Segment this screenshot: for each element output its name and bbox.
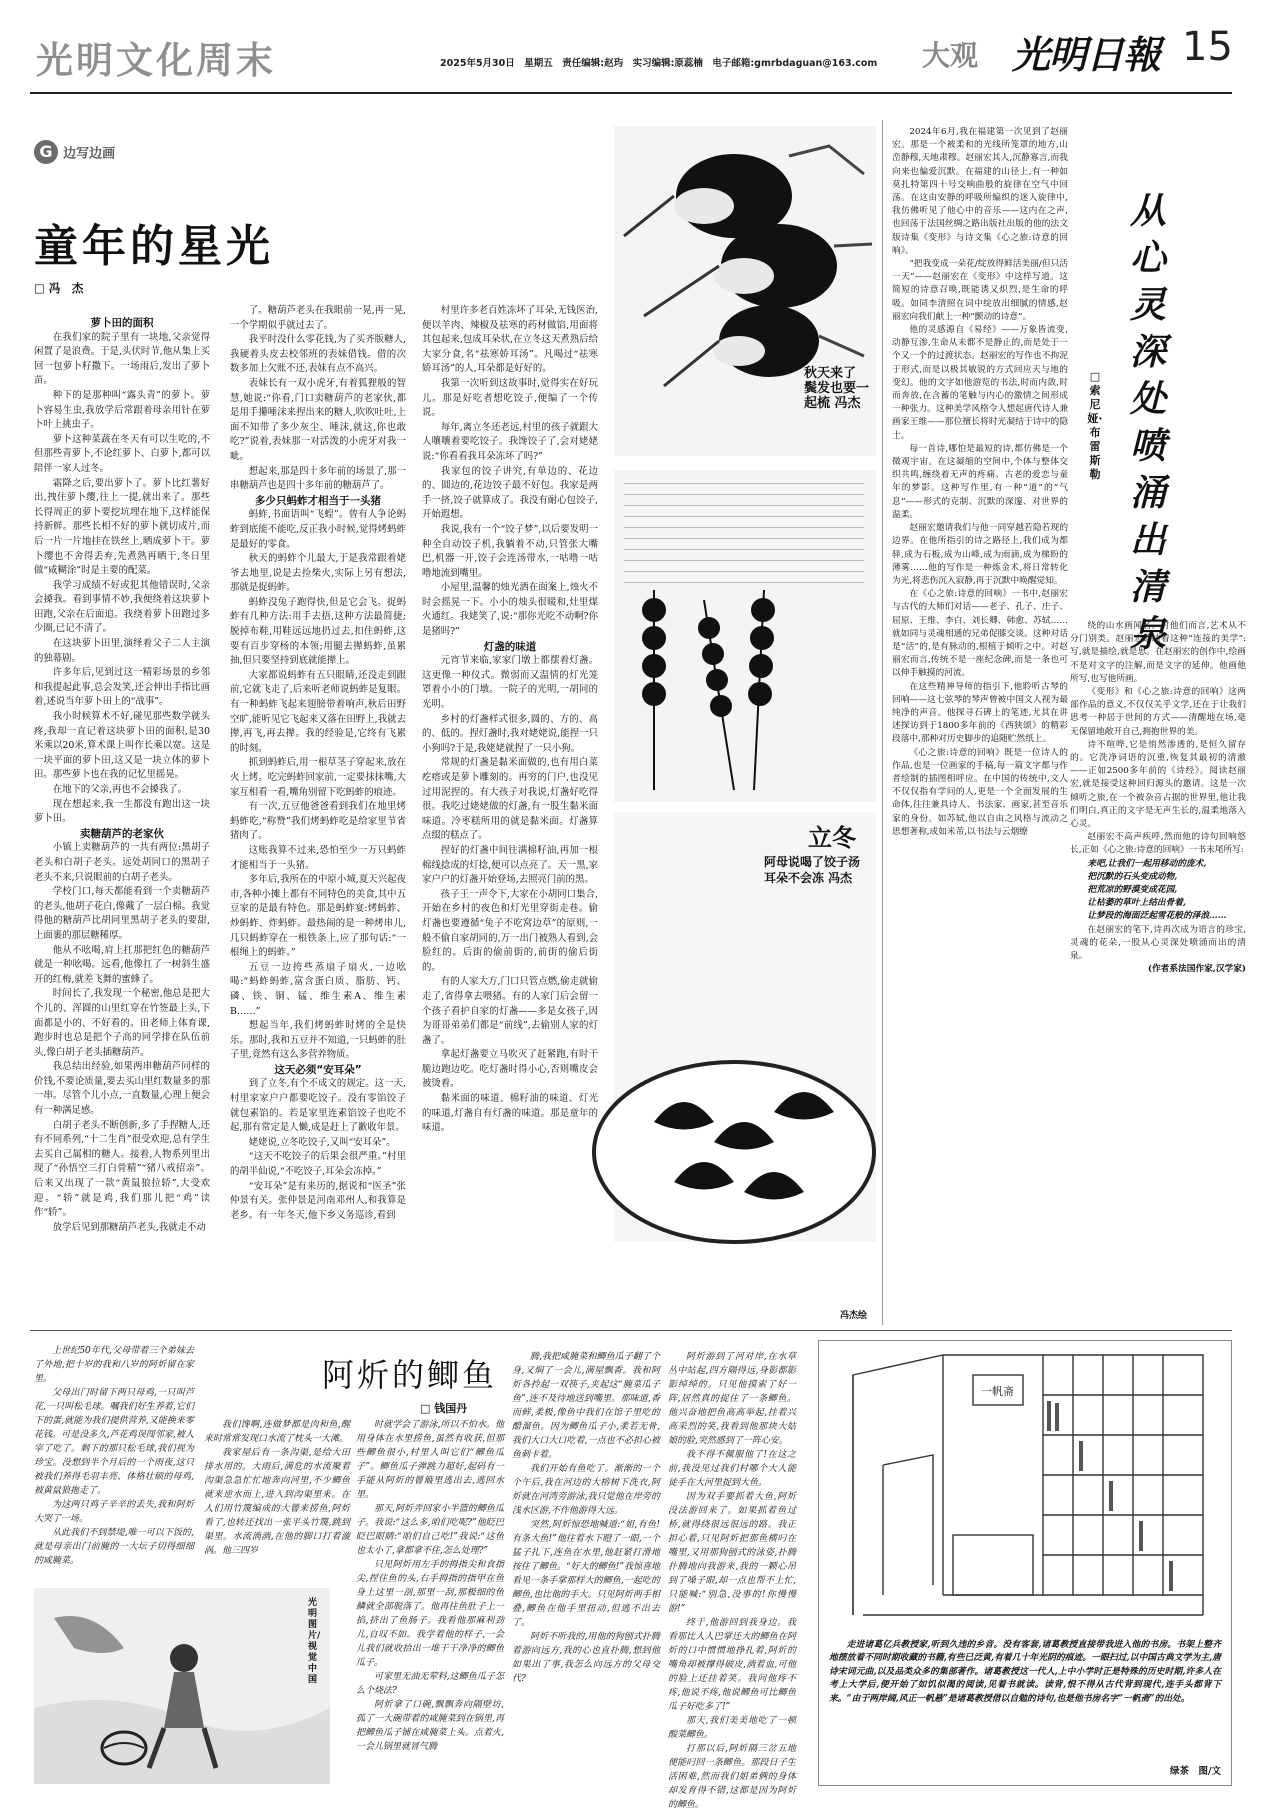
paragraph: 赵丽宏邀请我们与他一同穿越若隐若现的边界。在他所指引的诗之路径上,我们成为都驿,成为石板,成为山峰,成为雨滴,成为梯盼的薄雾……他的写作是一种炼金术,将日常转化为光,将悲伤沉入寂静,再于沉默中唤醒觉知。	[892, 523, 1068, 586]
paragraph: 多年后,我所在的中原小城,夏天兴起夜市,各种小摊上都有不同特色的美食,其中五豆家的是最有特色。那是蚂蚱宴:烤蚂蚱、炒蚂蚱、炸蚂蚱。最热闹的是一种烤串儿,几只蚂蚱穿在一根铁条上,应了那句话:“一根绳上的蚂蚱。”	[230, 874, 406, 959]
paragraph: 抓到蚂蚱后,用一根草茎子穿起来,放在火上烤。吃完蚂蚱回家前,一定要抹抹嘴,大家互相看一看,嘴角别留下吃蚂蚱的痕迹。	[230, 757, 406, 798]
study-sign-text: 一帆斋	[981, 1385, 1014, 1398]
dumpling-plate-drawing	[614, 1042, 876, 1242]
study-room-sketch	[823, 1345, 1227, 1635]
paragraph: 了。糖葫芦老头在我眼前一晃,再一晃,一个学期似乎就过去了。	[230, 305, 406, 331]
paragraph: 我家包的饺子讲究,有单边的、花边的、圆边的,花边饺子最不好包。我家是两手一挤,饺子就算成了。我没有耐心包饺子,开始遐想。	[422, 465, 598, 521]
masthead	[0, 0, 1262, 92]
paragraph: 我总结出经验,如果两串糖葫芦同样的价钱,不要论质量,要去买山里红数量多的那一串。尽管个儿小点,一直数量,心理上便会有一种满足感。	[34, 1061, 210, 1117]
paragraph: 我小时候算术不好,碰见那些数学就头疼,我却一直记着这块萝卜田的面积,是30米乘以20米,算术课上叫作长乘以宽。这是一块平面的萝卜田,这又是一块立体的萝卜田。那些萝卜也在我的记忆里摇晃。	[34, 711, 210, 781]
paragraph: 在地下的父亲,再也不会搡我了。	[52, 784, 188, 795]
painting-dumplings	[614, 812, 876, 1242]
paragraph: 那天,阿炘弄回家小半篮的鲫鱼瓜子。我说:“这么多,咱们吃呢?”他眨巴眨巴眼睛:“咱们自己吃!”我说:“这鱼也太小了,拿都拿不住,怎么处理?”	[356, 1504, 504, 1556]
paragraph: 大家都说蚂蚱有五只眼睛,还没走到跟前,它就飞走了,后来听老师说蚂蚱是复眼。有一种蚂蚱飞起来翅膀带着响声,秋后田野空旷,能听见它飞起来又落在田野上,我就去撵,再飞,再去撵。我的经验是,它终有飞累的时刻。	[230, 669, 406, 754]
paragraph: “安耳朵”是有来历的,据说和“医圣”张仲景有关。张仲景是河南邓州人,和我算是老乡。有一年冬天,他下乡义务巡诊,看到	[230, 1180, 406, 1221]
paragraph: 在我们家的院子里有一块地,父亲觉得闲置了是浪费。于是,头伏时节,他从集上买回一包萝卜籽撒下。一场雨后,发出了萝卜苗。	[34, 331, 210, 387]
paragraph: 霜降之后,要出萝卜了。萝卜比红薯好出,拽住萝卜缨,往上一提,就出来了。那些长得周正的萝卜要挖坑埋在地下,这样能保持新鲜。那些长相不好的萝卜就切成片,而后一片一片地挂在铁丝上,晒成萝卜干。萝卜缨也不舍得丢弃,先煮熟再晒干,冬日里做“咸糊涂”时是主要的配菜。	[34, 477, 210, 577]
poem-line: 把沉默的石头变成动物,	[1087, 871, 1178, 882]
sidebar-text: 走进诸葛亿兵教授家,听到久违的乡音。没有客套,诸葛教授直接带我进入他的书房。书架上整齐地摆放着不同时期收藏的书籍,有些已泛黄,有着几十年光阴的痕迹。一眼扫过,以中国古典文学为主,唐诗宋词元曲,以及品类众多的集部著作。诸葛教授这一代人,上中小学时正是特殊的历史时期,许多人在考上大学后,便开始了如饥似渴的阅读,见着书就读。读背,恨不得从古代背到现代,连手头都背下来。“由于两岸阔,风正一帆悬”是诸葛教授借以自勉的诗句,也是他书房名字“一帆斋”的出处。	[829, 1640, 1221, 1704]
paragraph: 村里许多老百姓冻坏了耳朵,无钱医治,便以羊肉、辣椒及祛寒的药材做馅,用面将其包起来,包成耳朵状,在立冬这天煮熟后给大家分食,名“祛寒娇耳汤”。凡喝过“祛寒娇耳汤”的人,耳朵都是好好的。	[422, 305, 598, 375]
closing-paragraph: 在赵丽宏的笔下,诗再次成为语言的珍宝,灵魂的花朵,一股从心灵深处喷涌而出的清泉。	[1070, 924, 1246, 962]
paragraph: 腾,我把咸腌菜和鲫鱼瓜子翻了个身,又焖了一会儿,满屋飘香。我和阿炘各拎起一双筷子,夹起这“腌菜瓜子鱼”,连不及待地送到嘴里。那味道,香而鲜,柔极,像鱼中我们在馆子里吃的醋溜鱼。因为鲫鱼瓜子小,柔若无骨,我们大口大口吃着,一点也不必担心被鱼刺卡着。	[512, 1352, 660, 1460]
paragraph: 我家屋后有一条沟渠,是给大田排水用的。大雨后,满危的水流聚着沟渠急急忙忙地奔向河里,不少鲫鱼就来逆水而上,进入到沟渠里来。在人们用竹篾编成的大罾来捞鱼,阿炘看了,也转还找出一张平头竹篾,跳到渠里。水流淌淌,在他的脚口打着漩涡。他三四岁	[204, 1448, 350, 1556]
story3-col4	[512, 1350, 660, 1788]
paragraph: 上世纪50年代,父母带着三个弟妹去了外地,把十岁的我和八岁的阿炘留在家里。	[34, 1346, 194, 1384]
column-tag-text: 边写边画	[63, 146, 116, 162]
paragraph: 因为双手要抓着大鱼,阿炘没法游回来了。如果抓着鱼过桥,就得绕很远很远的路。我正担心着,只见阿炘把那鱼横叼在嘴里,又用那狗刨式的泳姿,扑腾扑腾地向我游来,我的一颗心吊到了嗓子眼,却一点也帮不上忙,只能喊:“别急,没事的!你慢慢游!”	[668, 1492, 796, 1614]
paragraph: 打那以后,阿炘隔三岔五地便能叼回一条鲫鱼。那段日子生活困难,然而我们姐弟俩的身体却发育得不错,这都是因为阿炘的鲫鱼。	[668, 1744, 796, 1810]
story2-title-text: 从心灵深处喷涌出清泉	[1129, 190, 1166, 655]
paragraph: 想起来,那是四十多年前的场景了,那一串糖葫芦也是四十多年前的糖葫芦了。	[230, 465, 406, 492]
author-note: (作者系法国作家,汉学家)	[1147, 964, 1246, 975]
paragraph: 学校门口,每天都能看到一个卖糖葫芦的老头,他胡子花白,像戴了一层白棉。我觉得他的糖葫芦比胡同里黑胡子老头的要甜,上面裹的那层糖稀厚。	[34, 886, 210, 941]
paragraph: “把我变成一朵花/绽放得鲜活美丽/但只活一天”——赵丽宏在《变形》中这样写道。这简短的诗意召唤,既能诱又炽烈,是生命的呼吸。如同李清照在词中绽放出细腻的情感,赵丽宏向我们献上一种“颤动的诗意”。	[892, 259, 1068, 322]
paragraph: 每年,离立冬还老远,村里的孩子就跟大人嚷嚷着要吃饺子。我馋饺子了,会对姥姥说:“你看看我耳朵冻坏了吗?”	[422, 421, 598, 462]
story2-author	[1086, 370, 1104, 482]
painting-radishes	[614, 126, 876, 456]
paragraph: “这天不吃饺子的后果会很严重。”村里的胡半仙说,“不吃饺子,耳朵会冻掉。”	[230, 1151, 406, 1178]
paragraph: 乡村的灯盏样式很多,圆的、方的、高的、低的。捏灯盏时,我对姥姥说,能捏一只小狗吗?于是,我姥姥就捏了一只小狗。	[422, 713, 598, 754]
subheading: 多少只蚂蚱才相当于一头猪	[255, 494, 381, 507]
paragraph: 五豆一边挎些蒸扇子扇火,一边吆喝:“蚂蚱蚂蚱,富含蛋白质、脂肪、钙、磷、铁、铜、锰、维生素A、维生素B……”	[230, 961, 406, 1017]
story1-title: 童年的星光	[34, 221, 274, 272]
story2-col1	[892, 126, 1068, 1006]
paper-name: 光明日報	[1012, 32, 1161, 77]
story2-col2	[1070, 620, 1246, 1140]
date-line: 2025年5月30日 星期五 责任编辑:赵玙 实习编辑:原蕊楠 电子邮箱:gmrbdaguan@163.com	[440, 58, 878, 69]
divider-story1-story2	[882, 120, 883, 1325]
paragraph: 萝卜这种菜蔬在冬天有可以生吃的,不但那些青萝卜,不论红萝卜、白萝卜,都可以陪伴一家人过冬。	[34, 433, 210, 474]
paragraph: 从此我们不到禁堤,唯一可以下饭的,就是母亲出门前腌的一大坛子切得细细的咸腌菜。	[34, 1528, 194, 1566]
paragraph: 我平时没什么零花钱,为了买齐版糖人,我硬着头皮去校邻班的表妹借钱。借的次数多加上欠账不还,表妹有点不高兴。	[230, 334, 406, 375]
story3-author: □ 钱国丹	[420, 1402, 468, 1415]
painting-skewers	[614, 470, 876, 802]
paragraph: 孩子王一声令下,大家在小胡同口集合,开始在乡村的夜色和灯光里穿街走巷。偷灯盏也要遵循“兔子不吃窝边草”的原则,一般不偷自家胡同的,万一出门被熟人看到,会脸红的。后街的偷前街的,前街的偷后街的。	[422, 888, 598, 973]
paragraph: 有的人家大方,门口只管点燃,偷走就偷走了,省得拿去喂猪。有的人家门后会留一个孩子看护自家的灯盏——多是女孩子,因为哥哥弟弟们都是“前线”,去偷别人家的灯盏了。	[422, 976, 598, 1046]
paragraph: 时间长了,我发现一个秘密,他总是把大个儿的、浑圆的山里红穿在竹签最上头,下面都是小的、不好看的。田老师上体育课,跑步时也总是把个子高的同学排在队伍前头,像白胡子老头插糖葫芦。	[34, 988, 210, 1058]
paragraph: 阿炘拿了口碗,飘飘奔向隔壁坊,孤了一大碗带着的咸腌菜到在锅里,再把鲫鱼瓜子铺在咸腌菜上头。点着火,一会儿锅里就冒气腾	[356, 1700, 504, 1752]
paragraph: 我不得不佩服他了!在这之前,我没见过我们村哪个大人能徒手在大河里捉到大鱼。	[668, 1450, 796, 1488]
paragraph: 《变形》和《心之旅:诗意的回响》这两部作品的意义,不仅仅关乎文学,还在于让我们思考一种居于世间的方式——清醒地在场,毫无保留地敞开自己,拥抱世界的美。	[1070, 687, 1246, 737]
paragraph: 每一首诗,哪怕是最短的诗,都仿佛是一个微观宇宙。在这凝缩的空间中,个体与整体交织共鸣,缠绕着无声的疼痛、古老的爱恋与童年的梦影。这种写作里,有一种“道”的“气息”——形式的克制、沉默的深邃、对世界的温柔。	[892, 443, 1068, 520]
paragraph: 元宵节来临,家家门墩上都摆着灯盏。这更像一种仪式。微弱而又温情的灯光笼罩着小小的门墩。一院子的光明,一胡同的光明。	[422, 655, 598, 711]
paragraph: 突然,阿炘惊恐地喊道:“姐,有鱼!有条大鱼!”他往着水下瞪了一眼,一个猛子扎下,连鱼在水里,他赶紧打滑地按住了鲫鱼。“好大的鲫鱼!”我惊喜地看见一条手掌那样大的鲫鱼,一起吃的鲫鱼,也比他的手大。只见阿炘两手相叠,鲫鱼在他手里扭动,但逃不出去了。	[512, 1520, 660, 1628]
paragraph: 姥姥说,立冬吃饺子,又叫“安耳朵”。	[248, 1136, 396, 1148]
painting2-calligraphy	[624, 478, 864, 583]
paragraph: 黏米面的味道、棉籽油的味道、灯光的味道,灯盏自有灯盏的味道。那是童年的味道。	[422, 1093, 598, 1134]
poem-line: 让枯萎的草叶上结出骨着,	[1087, 898, 1186, 909]
sidebar-box	[818, 1340, 1232, 1786]
paragraph: 赵丽宏不高声疾呼,然而他的诗句回响悠长,正如《心之旅:诗意的回响》一书末尾所写:	[1070, 832, 1246, 856]
paragraph: 在《心之旅:诗意的回响》一书中,赵丽宏与古代的大师们对话——老子、孔子、庄子、屈原、王维、李白、刘长卿、韩愈、苏轼……就如同与灵魂相通的兄弟促膝交谈。这种对话是“活”的,是有脉动的,根植于倾听之中。对赵丽宏而言,传统不是一座纪念碑,而是一条也可以伸手触摸的河流。	[892, 589, 1068, 679]
paragraph: 这账我算不过来,恐怕至少一万只蚂蚱才能相当于一头猪。	[230, 844, 406, 871]
paragraph: 小镇上卖糖葫芦的一共有两位:黑胡子老头和白胡子老头。远处胡同口的黑胡子老头不来,只说眼前的白胡子老头。	[34, 842, 210, 883]
paragraph: 时就学会了游泳,所以不怕水。他用身体在水里捞鱼,虽然有收获,但那些鲫鱼很小,村里人叫它们“鲫鱼瓜子”。鲫鱼瓜子弹跳力超好,起码有一手能从阿炘的罾簸里逃出去,逃回水里。	[356, 1420, 504, 1500]
paragraph: 表妹长有一双小虎牙,有着狐狸般的智慧,她说:“你看,门口卖糖葫芦的老家伙,都是用手攥唾沫来捏出来的糖人,吹吹吐吐,上面不知带了多少灰尘、唾沫,就这,你也敢吃?”说着,表妹那一对活泼的小虎牙对我一呲。	[230, 377, 406, 462]
paragraph: 他从不吆喝,肩上扛那把红色的糖葫芦就是一种吆喝。远看,他像扛了一树斜生盛开的红梅,就差飞舞的蜜蜂了。	[34, 944, 210, 985]
fishing-boy-illustration	[34, 1588, 330, 1784]
poem-line: 让梦段的海面泛起雪花般的泽浪……	[1087, 911, 1227, 922]
story2-title	[1120, 188, 1176, 658]
story1-author: □ 冯 杰	[34, 281, 84, 295]
painting1-inscription: 秋天来了 鬓发也要一起梳 冯杰	[804, 366, 870, 411]
paragraph: 绕的山水画闻名。对他们而言,艺术从不分门别类。赵丽宏延续着这种“连接的美学”:写,就是描绘,就是思。在赵丽宏的创作中,绘画不是对文字的注解,而是文字的延伸。他画他所写,也写他所画。	[1070, 621, 1246, 684]
subheading: 这天必须“安耳朵”	[274, 1063, 362, 1076]
illustration-credit: 冯杰绘	[840, 1311, 868, 1321]
paragraph: 种下的是那种叫“露头青”的萝卜。萝卜容易生虫,我放学后常跟着母亲用针在萝卜叶上挑虫子。	[34, 389, 210, 431]
column-name: 大观	[922, 39, 979, 72]
section-title: 光明文化周末	[36, 39, 276, 82]
story1-col3	[422, 304, 598, 1324]
paragraph: 我学习成绩不好或犯其他错误时,父亲会搡我。看到事情不妙,我便绕着这块萝卜田跑,父亲在后面追。我绕着萝卜田跑过多少圈,已记不清了。	[34, 579, 210, 635]
subheading: 灯盏的味道	[483, 640, 537, 653]
paragraph: 到了立冬,有个不成文的规定。这一天,村里家家户户都要吃饺子。没有零馅饺子就包素馅的。若是家里连素馅饺子也吃不起,那有常定是人懒,成是赶上了歉收年景。	[230, 1078, 406, 1134]
story3-photo-credit: 光明图片/视觉中国	[308, 1598, 321, 1685]
paragraph: 阿炘游到了河对岸,在水草丛中站起,四方隔得远,身影都影影绰绰的。只见他摸索了好一阵,居然真的捉住了一条鲫鱼。他兴奋地把鱼高高举起,挂着兴高采烈的笑,我看到他那块大姑娘的脸,突然感到了一阵心安。	[668, 1352, 796, 1446]
masthead-rule	[30, 92, 1232, 94]
paragraph: 我们开始有鱼吃了。渐渐的一个个午后,我在河边的大榕树下洗衣,阿炘就在河湾旁游泳,我只觉他在岸旁的浅水区游,不作他游得大远。	[512, 1464, 660, 1516]
paragraph: 他的灵感源自《易经》——万象皆流变,动静互渗,生命从未都不是静止的,而是处于一个又一个的过渡状态。赵丽宏的写作也不拘泥于形式,而是以极其敏锐的方式回应天与地的变幻。他的文字如他游览的书法,时而内敛,时而奔放,在含蓄的笔触与内心的激情之间形成一种张力。这种美学风格令人想起唐代诗人兼画家王维——那位擅长将时光凝结于诗中的隐士。	[892, 325, 1068, 441]
story1-col1	[34, 316, 210, 1324]
paragraph: 在这块萝卜田里,演绎着父子二人主演的独幕剧。	[34, 638, 210, 664]
paragraph: 终于,他游回到我身边。我看那比人人巴掌还大的鲫鱼在阿炘的口中惯惯地挣扎着,阿炘的嘴角却被撑得破皮,淌着血,可他的脸上还挂着笑。我问他疼不疼,他说不疼,他说鲫鱼可比鲫鱼瓜子好吃多了!”	[668, 1618, 796, 1712]
paragraph: 阿炘不听我的,用他的狗刨式扑腾着游向远方,我的心也直扑腾,想到他如果出了事,我怎么向远方的父母交代?	[512, 1632, 660, 1684]
paragraph: 放学后见到那糖葫芦老头,我就走不动	[52, 1221, 206, 1233]
paragraph: 白胡子老头不断创新,多了手捏糖人,还有不同系列,“十二生肖”很受欢迎,总有学生去买自己属相的糖人。接着,人物系列里出现了“孙悟空三打白骨精”“猪八戒招亲”。后来又出现了一款“黄鼠狼拉轿”,大受欢迎。“轿”就是鸡,我们那儿把“鸡”读作“轿”。	[34, 1119, 210, 1219]
paragraph: 捏好的灯盏中间往满棉籽油,再加一根棉线捻成的灯捻,便可以点亮了。天一黑,家家户户的灯盏开始登场,去照亮门前的黑。	[422, 844, 598, 886]
subheading: 萝卜田的面积	[90, 317, 154, 329]
paragraph: 那天,我们美美地吃了一顿酸菜鲫鱼。	[668, 1716, 796, 1740]
story3-col3	[356, 1418, 504, 1788]
story3-photo	[34, 1588, 330, 1784]
paragraph: 小屋里,温馨的烛光洒在面案上,烛火不时会摇晃一下。小小的烛头很暖和,灶里煤火通红。我姥笑了,说:“那你光吃不动啊?你是猪吗?”	[422, 582, 598, 638]
divider-lower-section	[30, 1330, 1232, 1331]
paragraph: 我第一次听到这故事时,觉得实在好玩儿。那是好吃者想吃饺子,便编了一个传说。	[422, 377, 598, 419]
paragraph: 想起当年,我们烤蚂蚱时烤的全是快乐。那时,我和五豆并不知道,一只蚂蚱的肚子里,竟然有这么多营养物质。	[230, 1020, 406, 1061]
paragraph: 拿起灯盏要立马吹灭了赶紧跑,有时干脆边跑边吃。吃灯盏时得小心,否则嘴皮会被烫着。	[422, 1049, 598, 1090]
paragraph: 2024年6月,我在福建第一次见到了赵丽宏。那是一个被柔和的光线所笼罩的地方,山峦静穆,天地肃穆。赵丽宏其人,沉静寡言,而我向来也偏爱沉默。在福建的山径上,有一种如莫扎特第四十号交响曲般的旋律在空气中回荡。在这由安静的呼吸所编织的迷人旋律中,我仿佛听见了他心中的音乐——这内在之声,也回荡于法国丝绸之路出版社出版的他的法文版诗集《变形》与诗文集《心之旅:诗意的回响》。	[892, 127, 1068, 256]
paragraph: 为这两只鸡子辛辛的丢失,我和阿炘大哭了一场。	[34, 1500, 194, 1524]
paragraph: 只见阿炘用左手的拇指尖和食指尖,捏住鱼的头,右手拇指的指甲在鱼身上这里一剖,那里一刮,那极细的鱼鳞就全部脱落了。他再往鱼肚子上一掐,挤出了鱼肠子。我看他那麻利劲儿,自叹不如。我学着他的样子,一会儿我们就收拾出一堆干干净净的鲫鱼瓜子。	[356, 1560, 504, 1668]
paragraph: 蚂蚱,书面语叫“飞蝗”。曾有人争论蚂蚱到底能不能吃,反正我小时候,觉得烤蚂蚱是最好的零食。	[230, 509, 406, 550]
subheading: 卖糖葫芦的老家伙	[80, 827, 164, 840]
poem-line: 来吧,让我们一起用移动的庞术,	[1087, 858, 1207, 869]
column-tag-logo-icon: G	[34, 140, 58, 164]
paragraph: 在这些精神导师的指引下,他聆听古琴的回响——这七弦琴的琴声曾被中国文人视为最纯净的声音。他探寻石碑上的笔迹,尤其在讲述探访到于1800多年前的《西狭颂》的精彩段落中,那种对历史脚步的追随贮然纸上。	[892, 681, 1068, 745]
painting3-inscription: 阿母说喝了饺子汤 耳朵不会冻 冯杰	[764, 855, 861, 885]
paragraph: 可家里无油无荤料,这鲫鱼瓜子怎么个烧法?	[356, 1672, 504, 1696]
poem-line: 把荒凉的野漠变成花园,	[1087, 885, 1178, 896]
story1-col2	[230, 304, 406, 1324]
paragraph: 我们馋啊,连做梦都是肉和鱼,醒来时常常发现口水流了枕头一大滩。	[204, 1420, 350, 1444]
paragraph: 许多年后,见到过这一精彩场景的乡邻和我提起此事,总会发笑,还会伸出手指比画着,述说当年萝卜田上的“战事”。	[34, 667, 210, 708]
story3-col1	[34, 1344, 194, 1574]
paragraph: 秋天的蚂蚱个儿最大,于是我常跟着姥爷去地里,说是去捡柴火,实际上另有想法,那就是捉蚂蚱。	[230, 553, 406, 594]
paragraph: 《心之旅:诗意的回响》既是一位诗人的作品,也是一位画家的手稿,每一篇文字都与作者绘制的插图相呼应。在中国的传统中,文人不仅仅指有学问的人,更是一个全面发展的生命体,往往兼具诗人、书法家、画家,甚至音乐家的身份。如苏轼,他以自由之风格与流动之思想著称,成如米芾,以书法与云烟缭	[892, 747, 1068, 837]
paragraph: 蚂蚱没兔子跑得快,但是它会飞。捉蚂蚱有几种方法:用手去捂,这种方法最简捷;脱掉布鞋,用鞋远远地扔过去,扣住蚂蚱,这要有百步穿杨的本领;用腿去撵蚂蚱,虽累抽,但只要坚持到底就能撵上。	[230, 596, 406, 667]
paragraph: 有一次,五豆他爸爸看到我们在地里烤蚂蚱吃,“称赞”我们烤蚂蚱吃是给家里节省猪肉了。	[230, 801, 406, 842]
page-number: 15	[1182, 24, 1233, 70]
column-tag	[34, 140, 115, 166]
paragraph: 现在想起来,我一生都没有跑出这一块萝卜田。	[34, 798, 210, 825]
paragraph: 父母出门时留下两只母鸡,一只叫芦花,一只叫松毛球。嘱我们好生养着,它们下的蛋,就能为我们提供营养,又能换来零花钱。可是没多久,芦花鸡误闯邻家,被人宰了吃了。剩下的那只松毛球,我们视为珍宝。没想到半个月后的一个雨夜,这只被我们养得毛羽丰亮、体格壮硕的母鸡,被黄鼠狼拖走了。	[34, 1388, 194, 1496]
painting3-title: 立冬	[808, 823, 856, 852]
paragraph: 诗不喧哗,它是悄然渗透的,是恒久留存的。它洗净词语的沉重,恢复其最初的清澈——正如2500多年前的《诗经》。阅读赵丽宏,就是接受这种回归源头的邀请。这是一次倾听之旅,在一个被杂音占据的世界里,他让我们明白,真正的文字是无声生长的,温柔地落入心灵。	[1070, 739, 1246, 830]
paragraph: 我说,我有一个“饺子梦”,以后要发明一种全自动饺子机,我躺着不动,只管张大嘴巴,机器一开,饺子会连汤带水,一咕噜一咕噜地流到嘴里。	[422, 523, 598, 579]
sidebar-credit: 绿茶 图/文	[1170, 1766, 1221, 1777]
story2-author-text: □ 索尼娅·布雷斯勒	[1087, 370, 1103, 481]
story3-col5	[668, 1350, 796, 1810]
story3-title: 阿炘的鲫鱼	[322, 1356, 498, 1394]
paragraph: 常规的灯盏是黏米面做的,也有用白菜疙瘩或是萝卜雕刻的。再穷的门户,也没见过用泥捏的。有大孩子对我说,灯盏好吃得很。我吃过姥姥做的灯盏,有一股生黏米面味道。冷枣糕所用的就是黏米面。灯盏算点缀的糕点了。	[422, 757, 598, 842]
